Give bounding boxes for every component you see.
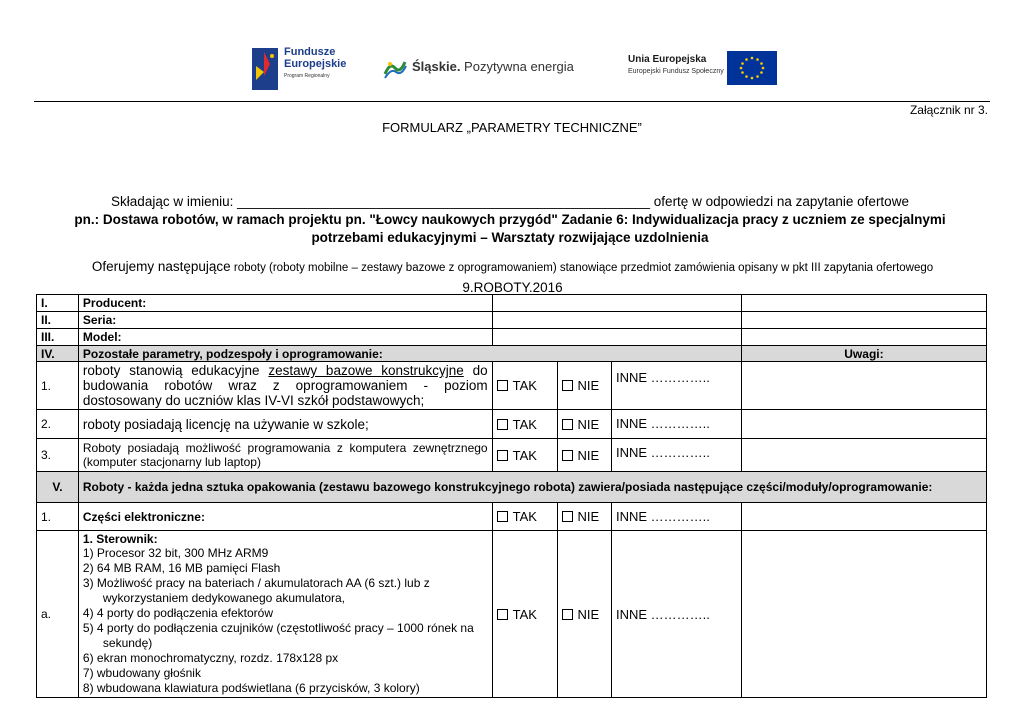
checkbox-icon [497,609,508,620]
checkbox-icon [562,450,573,461]
row-number: 3. [37,439,79,472]
remarks-header: Uwagi: [741,346,986,362]
controller-title: 1. Sterownik: [82,532,158,546]
requirement-text: Części elektroniczne: [78,503,492,531]
table-row [37,410,987,439]
row-number: 1. [37,503,79,531]
section-header-row [37,346,987,362]
section-label: Pozostałe parametry, podzespoły i oprogramowanie: [78,346,741,362]
logo-bar [240,38,790,96]
model-field[interactable] [492,329,741,346]
checkbox-icon [497,380,508,391]
other-field[interactable]: INNE ………….. [612,439,742,472]
series-label: Seria: [78,312,492,329]
slaskie-logo-icon [382,56,408,82]
table-row [37,329,987,346]
other-field[interactable]: INNE ………….. [612,410,742,439]
row-number: III. [37,329,79,346]
eu-text: Unia Europejska Europejski Fundusz Społeczny [628,54,724,75]
row-number: a. [37,531,79,698]
annex-label: Załącznik nr 3. [909,103,988,117]
list-item: 8) wbudowana klawiatura podświetlana (6 przycisków, 3 kolory) [82,681,420,695]
remarks-cell[interactable] [741,531,986,698]
checkbox-icon [562,380,573,391]
offer-paragraph: Oferujemy następujące roboty (roboty mobilne – zestawy bazowe z oprogramowaniem) stanowiące przedmiot zamówienia opisany w pkt III zapytania ofertowego 9.ROBOTY.2016 [91,259,934,295]
eu-flag-icon [727,51,777,85]
table-row [37,295,987,312]
yes-checkbox[interactable]: TAK [492,503,557,531]
remarks-cell[interactable] [741,410,986,439]
fundusze-europejskie-text: Fundusze Europejskie Program Regionalny [284,46,347,79]
intro-subject: pn.: Dostawa robotów, w ramach projektu pn. "Łowcy naukowych przygód" Zadanie 6: Indywidualizacja pracy z uczniem ze specjalnymi potrzebami edukacyjnymi – Warsztaty rozwijające uzdolnienia [74,212,946,245]
table-row [37,312,987,329]
yes-checkbox[interactable]: TAK [492,362,557,410]
yes-checkbox[interactable]: TAK [492,531,557,698]
slaskie-text: Śląskie. Pozytywna energia [412,59,574,74]
list-item: 5) 4 porty do podłączenia czujników (częstotliwość pracy – 1000 rónek na sekundę) [82,621,474,650]
table-row [37,503,987,531]
remarks-cell[interactable] [741,439,986,472]
intro-paragraph [60,193,960,247]
other-field[interactable]: INNE ………….. [612,362,742,410]
table-row [37,362,987,410]
requirement-text: Roboty posiadają możliwość programowania z komputera zewnętrznego (komputer stacjonarny lub laptop) [78,439,492,472]
requirement-text: roboty stanowią edukacyjne zestawy bazowe konstrukcyjne do budowania robotów wraz z oprogramowaniem - poziom dostosowany do uczniów klas IV-VI szkół podstawowych; [78,362,492,410]
list-item: 6) ekran monochromatyczny, rozdz. 178x128 px [82,651,339,665]
no-checkbox[interactable]: NIE [557,410,611,439]
checkbox-icon [562,419,573,430]
list-item: 7) wbudowany głośnik [82,666,201,680]
controller-spec [78,531,492,698]
remarks-cell[interactable] [741,362,986,410]
series-remarks[interactable] [741,312,986,329]
checkbox-icon [497,419,508,430]
section-header-row [37,472,987,503]
controller-spec-list [83,546,488,696]
requirement-text: roboty posiadają licencję na używanie w szkole; [78,410,492,439]
producer-label: Producent: [78,295,492,312]
intro-line: Składając w imieniu: _______________________________________________________ ofertę w odpowiedzi na zapytanie ofertowe [111,194,909,209]
section-number: V. [37,472,79,503]
row-number: I. [37,295,79,312]
yes-checkbox[interactable]: TAK [492,439,557,472]
yes-checkbox[interactable]: TAK [492,410,557,439]
row-number: 1. [37,362,79,410]
page-title: FORMULARZ „PARAMETRY TECHNICZNE” [382,120,642,135]
technical-parameters-table [36,294,987,698]
header-divider [34,101,990,102]
checkbox-icon [562,511,573,522]
series-field[interactable] [492,312,741,329]
no-checkbox[interactable]: NIE [557,531,611,698]
other-field[interactable]: INNE ………….. [612,503,742,531]
no-checkbox[interactable]: NIE [557,362,611,410]
row-number: 2. [37,410,79,439]
model-label: Model: [78,329,492,346]
checkbox-icon [562,609,573,620]
table-row [37,531,987,698]
table-row [37,439,987,472]
list-item: 2) 64 MB RAM, 16 MB pamięci Flash [82,561,281,575]
model-remarks[interactable] [741,329,986,346]
list-item: 3) Możliwość pracy na bateriach / akumulatorach AA (6 szt.) lub z wykorzystaniem dedykowanego akumulatora, [82,576,430,605]
no-checkbox[interactable]: NIE [557,439,611,472]
section-label: Roboty - każda jedna sztuka opakowania (zestawu bazowego konstrukcyjnego robota) zawiera/posiada następujące części/moduły/oprogramowanie: [78,472,986,503]
checkbox-icon [497,450,508,461]
remarks-cell[interactable] [741,503,986,531]
no-checkbox[interactable]: NIE [557,503,611,531]
section-number: IV. [37,346,79,362]
checkbox-icon [497,511,508,522]
list-item: 4) 4 porty do podłączenia efektorów [82,606,274,620]
producer-remarks[interactable] [741,295,986,312]
producer-field[interactable] [492,295,741,312]
list-item: 1) Procesor 32 bit, 300 MHz ARM9 [82,546,269,560]
other-field[interactable]: INNE ………….. [612,531,742,698]
row-number: II. [37,312,79,329]
